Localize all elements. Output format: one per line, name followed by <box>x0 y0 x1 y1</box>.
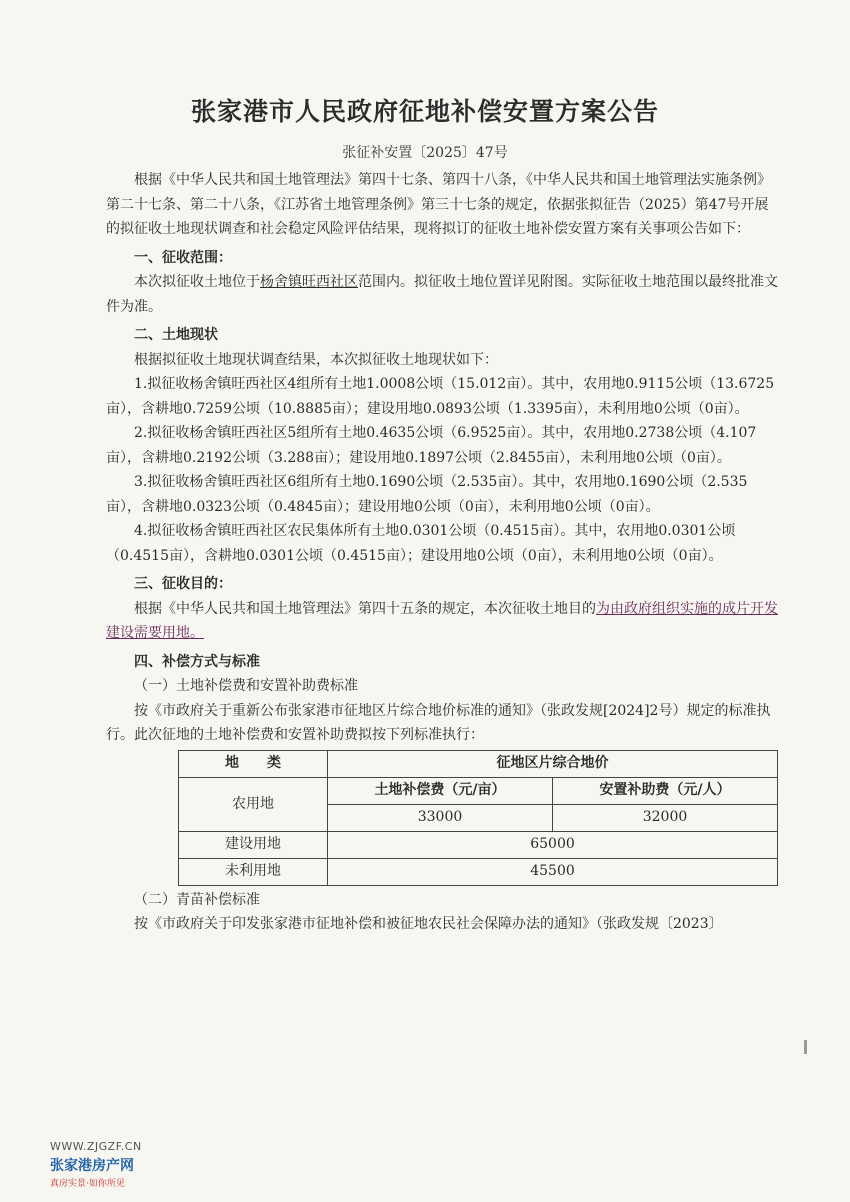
cell-agricultural-subsidy: 32000 <box>553 804 778 831</box>
watermark-logo[interactable] <box>50 1140 180 1189</box>
scan-edge-mark <box>804 1040 807 1054</box>
section-2-heading: 二、土地现状 <box>134 327 218 343</box>
row-type-construction: 建设用地 <box>179 831 328 858</box>
location-name: 杨舍镇旺西社区 <box>260 274 358 290</box>
watermark-slogan: 真房实景·如你所见 <box>50 1179 125 1189</box>
cell-unused-price: 45500 <box>328 858 778 885</box>
subsection-2-heading: （二）青苗补偿标准 <box>134 891 260 908</box>
watermark-site-name: 张家港房产网 <box>50 1158 134 1174</box>
section-3-heading: 三、征收目的： <box>134 576 232 592</box>
document-body <box>106 168 782 937</box>
section-2-lead: 根据拟征收土地现状调查结果，本次拟征收土地现状如下： <box>134 351 498 368</box>
subsection-1-heading: （一）土地补偿费和安置补助费标准 <box>134 678 358 694</box>
land-item-3: 3.拟征收杨舍镇旺西社区6组所有土地0.1690公顷（2.535亩）。其中，农用地0.1690公顷（2.535亩），含耕地0.0323公顷（0.4845亩）；建设用地0公顷（0亩），未利用地0公顷（0亩）。 <box>106 474 748 515</box>
land-item-4: 4.拟征收杨舍镇旺西社区农民集体所有土地0.0301公顷（0.4515亩）。其中，农用地0.0301公顷（0.4515亩），含耕地0.0301公顷（0.4515亩）；建设用地0公顷（0亩），未利用地0公顷（0亩）。 <box>106 523 736 564</box>
document-title: 张家港市人民政府征地补偿安置方案公告 <box>190 97 659 126</box>
section-1-heading: 一、征收范围： <box>134 249 232 266</box>
section-3-text-pre: 根据《中华人民共和国土地管理法》第四十五条的规定，本次征收土地目的 <box>134 600 596 617</box>
row-type-agricultural: 农用地 <box>179 777 328 831</box>
section-1-text-pre: 本次拟征收土地位于 <box>134 274 260 290</box>
cell-agricultural-compensation: 33000 <box>328 804 553 831</box>
land-item-1: 1.拟征收杨舍镇旺西社区4组所有土地1.0008公顷（15.012亩）。其中，农用地0.9115公顷（13.6725亩），含耕地0.7259公顷（10.8885亩）；建设用地0.0893公顷（1.3395亩），未利用地0公顷（0亩）。 <box>106 376 775 417</box>
header-land-compensation: 土地补偿费（元/亩） <box>328 777 553 804</box>
watermark-url[interactable]: WWW.ZJGZF.CN <box>50 1140 142 1153</box>
intro-paragraph: 根据《中华人民共和国土地管理法》第四十七条、第四十八条，《中华人民共和国土地管理法实施条例》第二十七条、第二十八条，《江苏省土地管理条例》第三十七条的规定，依据张拟征告（2025）第47号开展的拟征收土地现状调查和社会稳定风险评估结果，现将拟订的征收土地补偿安置方案有关事项公告如下： <box>106 172 771 237</box>
subsection-1-paragraph: 按《市政府关于重新公布张家港市征地区片综合地价标准的通知》（张政发规[2024]2号）规定的标准执行。此次征地的土地补偿费和安置补助费拟按下列标准执行： <box>106 702 771 743</box>
header-land-type: 地 类 <box>179 750 328 777</box>
row-type-unused: 未利用地 <box>179 858 328 885</box>
header-integrated-price: 征地区片综合地价 <box>328 750 778 777</box>
section-1-paragraph <box>106 270 782 319</box>
section-1-text-post: 范围内。拟征收土地位置详见附图。实际征收土地范围以最终批准文件为准。 <box>106 274 778 315</box>
cell-construction-price: 65000 <box>328 831 778 858</box>
section-4-heading: 四、补偿方式与标准 <box>134 653 260 670</box>
document-number: 张征补安置〔2025〕47号 <box>342 145 508 161</box>
section-3-paragraph <box>106 597 782 646</box>
subsection-2-paragraph: 按《市政府关于印发张家港市征地补偿和被征地农民社会保障办法的通知》（张政发规〔2023〕 <box>134 916 723 932</box>
purpose-annotated-text: 为由政府组织实施的成片开发建设需要用地。 <box>106 600 778 641</box>
compensation-table <box>178 750 778 886</box>
table-row <box>179 858 778 885</box>
table-header-row <box>179 750 778 777</box>
header-resettlement-subsidy: 安置补助费（元/人） <box>553 777 778 804</box>
table-row <box>179 777 778 804</box>
land-item-2: 2.拟征收杨舍镇旺西社区5组所有土地0.4635公顷（6.9525亩）。其中，农用地0.2738公顷（4.107亩），含耕地0.2192公顷（3.288亩）；建设用地0.1897公顷（2.8455亩），未利用地0公顷（0亩）。 <box>106 425 757 466</box>
table-row <box>179 831 778 858</box>
